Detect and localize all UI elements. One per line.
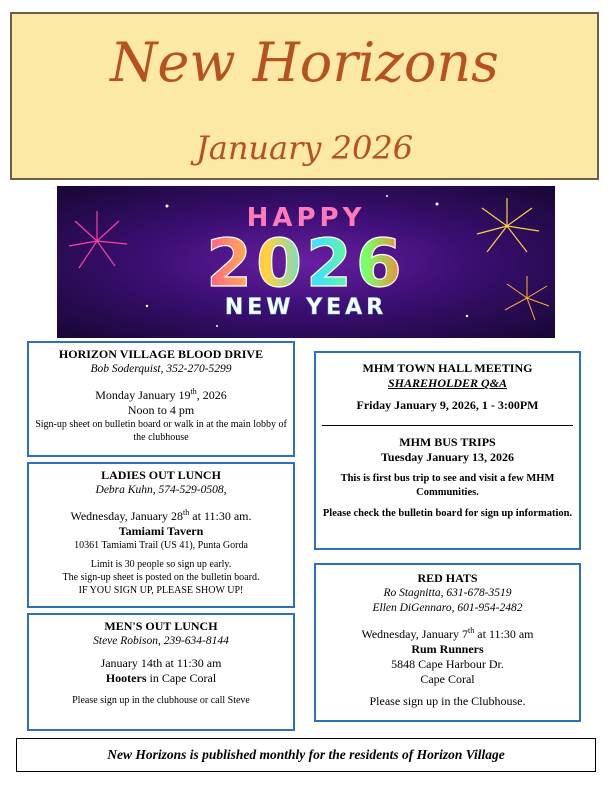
bus-trips-bulletin-note: Please check the bulletin board for sign up information. [322, 508, 573, 519]
newsletter-title: New Horizons [110, 31, 499, 94]
ladies-lunch-box [27, 462, 295, 608]
mens-lunch-note: Please sign up in the clubhouse or call Steve [72, 695, 250, 706]
ladies-lunch-heading: LADIES OUT LUNCH [101, 468, 221, 482]
ladies-lunch-note-signup: The sign-up sheet is posted on the bulletin board. [62, 572, 260, 583]
section-divider [322, 425, 573, 426]
blood-drive-heading: HORIZON VILLAGE BLOOD DRIVE [58, 347, 264, 361]
red-hats-date: Wednesday, January 7th at 11:30 am [361, 626, 534, 641]
red-hats-note: Please sign up in the Clubhouse. [369, 694, 526, 708]
mens-lunch-box [27, 613, 295, 731]
red-hats-box [314, 563, 581, 722]
banner-year-text: 2026 [206, 225, 406, 302]
mens-lunch-venue: Hooters in Cape Coral [105, 671, 217, 685]
town-hall-subheading: SHAREHOLDER Q&A [387, 376, 508, 390]
banner-new-year-text: NEW YEAR [224, 295, 388, 320]
firework-burst-bottom-right [505, 276, 549, 320]
town-hall-box [314, 351, 581, 550]
publication-footer: New Horizons is published monthly for the residents of Horizon Village [16, 738, 596, 772]
blood-drive-date: Monday January 19th, 2026 [95, 387, 227, 402]
blood-drive-contact: Bob Soderquist, 352-270-5299 [90, 363, 232, 375]
masthead [10, 12, 599, 180]
blood-drive-note: Sign-up sheet on bulletin board or walk in at the main lobby of the clubhouse [35, 419, 287, 443]
blood-drive-time: Noon to 4 pm [127, 403, 195, 417]
ladies-lunch-contact: Debra Kuhn, 574-529-0508, [95, 484, 227, 496]
blood-drive-box [27, 341, 295, 457]
ladies-lunch-venue: Tamiami Tavern [118, 524, 204, 538]
red-hats-contact-2: Ellen DiGennaro, 601-954-2482 [372, 602, 523, 614]
town-hall-heading: MHM TOWN HALL MEETING [362, 361, 533, 375]
red-hats-address-2: Cape Coral [420, 672, 475, 686]
bus-trips-note: This is first bus trip to see and visit a few MHM Communities. [340, 473, 555, 498]
banner-happy-text: HAPPY [246, 203, 366, 233]
mens-lunch-heading: MEN'S OUT LUNCH [104, 619, 218, 633]
town-hall-date: Friday January 9, 2026, 1 - 3:00PM [356, 398, 539, 412]
ladies-lunch-note-limit: Limit is 30 people so sign up early. [90, 559, 232, 570]
ladies-lunch-address: 10361 Tamiami Trail (US 41), Punta Gorda [74, 540, 248, 551]
red-hats-contact-1: Ro Stagnitta, 631-678-3519 [383, 587, 512, 599]
ladies-lunch-date: Wednesday, January 28th at 11:30 am. [70, 508, 252, 523]
firework-burst-left [69, 211, 127, 268]
red-hats-heading: RED HATS [417, 571, 478, 585]
fireworks-illustration [57, 186, 555, 338]
mens-lunch-date: January 14th at 11:30 am [100, 656, 222, 670]
red-hats-address-1: 5848 Cape Harbour Dr. [391, 657, 504, 671]
issue-date: January 2026 [195, 129, 414, 167]
happy-new-year-banner [57, 186, 555, 338]
mens-lunch-contact: Steve Robison, 239-634-8144 [93, 635, 229, 647]
bus-trips-heading: MHM BUS TRIPS [399, 435, 496, 449]
ladies-lunch-note-show-up: IF YOU SIGN UP, PLEASE SHOW UP! [78, 585, 244, 596]
bus-trips-date: Tuesday January 13, 2026 [381, 450, 514, 464]
red-hats-venue: Rum Runners [411, 642, 484, 656]
firework-burst-right [477, 198, 539, 252]
